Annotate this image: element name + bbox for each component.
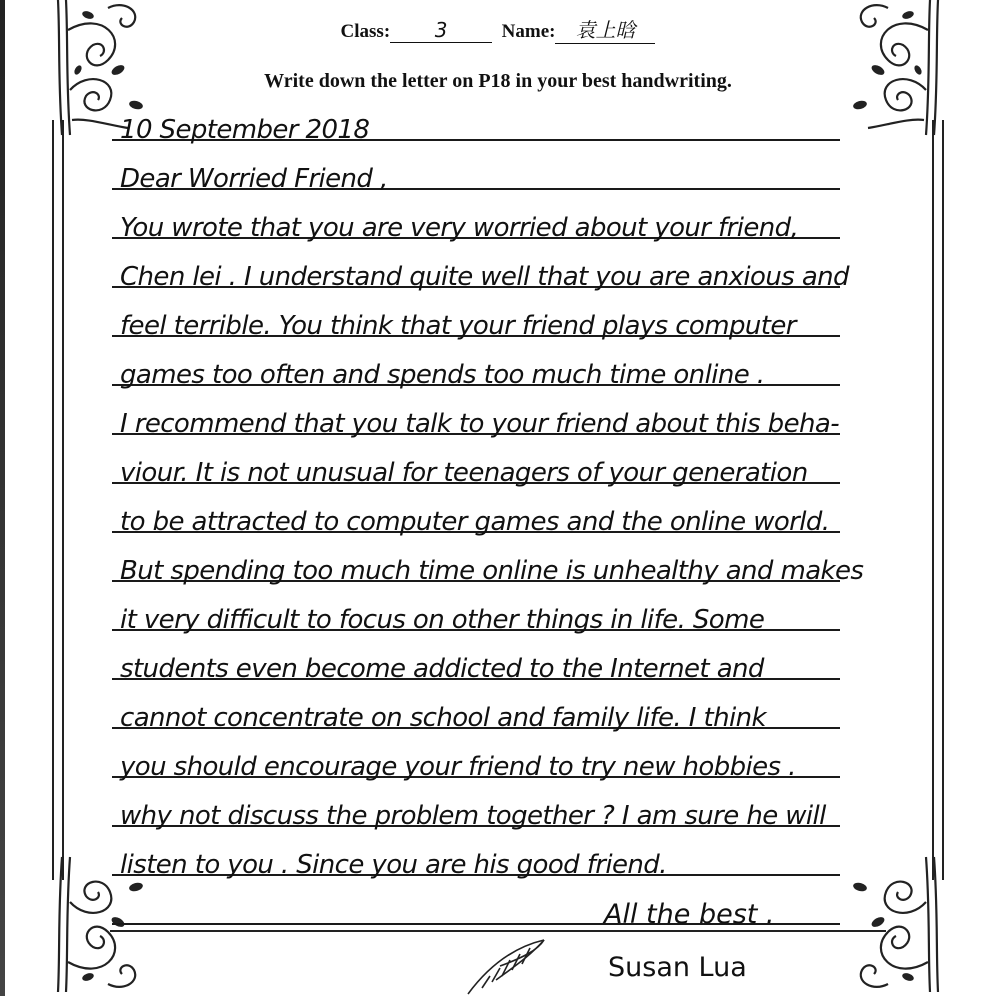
name-label: Name: bbox=[501, 21, 556, 42]
frame-right-outer bbox=[942, 120, 944, 880]
scan-edge bbox=[0, 0, 5, 996]
letter-line: Chen lei . I understand quite well that you are anxious and bbox=[120, 262, 849, 292]
letter-line: why not discuss the problem together ? I am sure he will bbox=[120, 801, 826, 831]
letter-line: viour. It is not unusual for teenagers of your generation bbox=[120, 458, 808, 488]
letter-line: students even become addicted to the Internet and bbox=[120, 654, 764, 684]
feather-icon bbox=[460, 936, 550, 996]
name-value: 袁上晗 bbox=[555, 14, 655, 44]
instruction-text: Write down the letter on P18 in your best handwriting. bbox=[264, 70, 732, 92]
scroll-vine-icon bbox=[838, 852, 948, 992]
letter-line: You wrote that you are very worried about your friend, bbox=[120, 213, 799, 243]
letter-line: cannot concentrate on school and family life. I think bbox=[120, 703, 766, 733]
frame-bottom bbox=[110, 930, 886, 932]
letter-line: it very difficult to focus on other things in life. Some bbox=[120, 605, 765, 635]
frame-left-outer bbox=[52, 120, 54, 880]
letter-line: games too often and spends too much time online . bbox=[120, 360, 765, 390]
class-value: 3 bbox=[390, 18, 492, 43]
letter-date: 10 September 2018 bbox=[120, 115, 370, 145]
class-label: Class: bbox=[340, 21, 391, 42]
letter-line: to be attracted to computer games and the online world. bbox=[120, 507, 830, 537]
letter-signature: Susan Lua bbox=[608, 952, 747, 983]
letter-line: feel terrible. You think that your friend plays computer bbox=[120, 311, 796, 341]
letter-closing: All the best . bbox=[604, 899, 775, 930]
worksheet-header bbox=[0, 14, 996, 44]
letter-line: I recommend that you talk to your friend about this beha- bbox=[120, 409, 839, 439]
letter-line: But spending too much time online is unhealthy and makes bbox=[120, 556, 864, 586]
letter-line: you should encourage your friend to try new hobbies . bbox=[120, 752, 796, 782]
letter-line: listen to you . Since you are his good friend. bbox=[120, 850, 667, 880]
frame-right-inner bbox=[932, 120, 934, 880]
letter-salutation: Dear Worried Friend , bbox=[120, 164, 388, 194]
frame-left-inner bbox=[62, 120, 64, 880]
